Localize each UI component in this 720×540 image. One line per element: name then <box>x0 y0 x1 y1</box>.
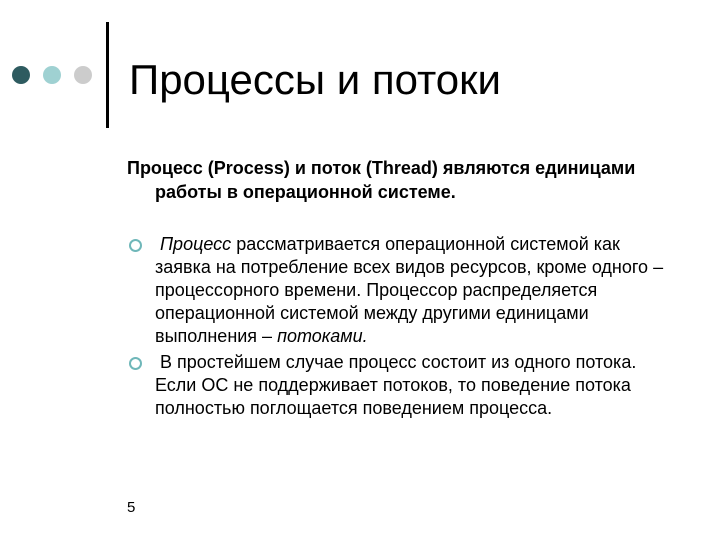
bullet-text <box>155 351 675 420</box>
bullet-body: В простейшем случае процесс состоит из одного потока. Если ОС не поддерживает потоков, то поведение потока полностью поглощается поведением процесса. <box>155 352 637 418</box>
slide-title: Процессы и потоки <box>129 56 501 103</box>
page-number: 5 <box>127 499 136 516</box>
decorative-dot-gray <box>74 66 92 84</box>
bullet-text <box>155 233 675 348</box>
title-divider-line <box>106 22 109 128</box>
bullet-trail-italic: потоками. <box>277 326 368 346</box>
bullet-ring-icon <box>129 239 142 252</box>
decorative-dot-dark <box>12 66 30 84</box>
intro-paragraph: Процесс (Process) и поток (Thread) являются единицами работы в операционной системе. <box>127 158 636 202</box>
bullet-body: рассматривается операционной системой как заявка на потребление всех видов ресурсов, кроме одного – процессорного времени. Процессор распределяется операционной системой между другими единицами выполнения – <box>155 234 664 346</box>
decorative-dot-teal <box>43 66 61 84</box>
bullet-item <box>129 351 689 420</box>
bullet-item <box>129 233 689 348</box>
bullet-ring-icon <box>129 357 142 370</box>
bullet-lead-italic: Процесс <box>160 234 232 254</box>
